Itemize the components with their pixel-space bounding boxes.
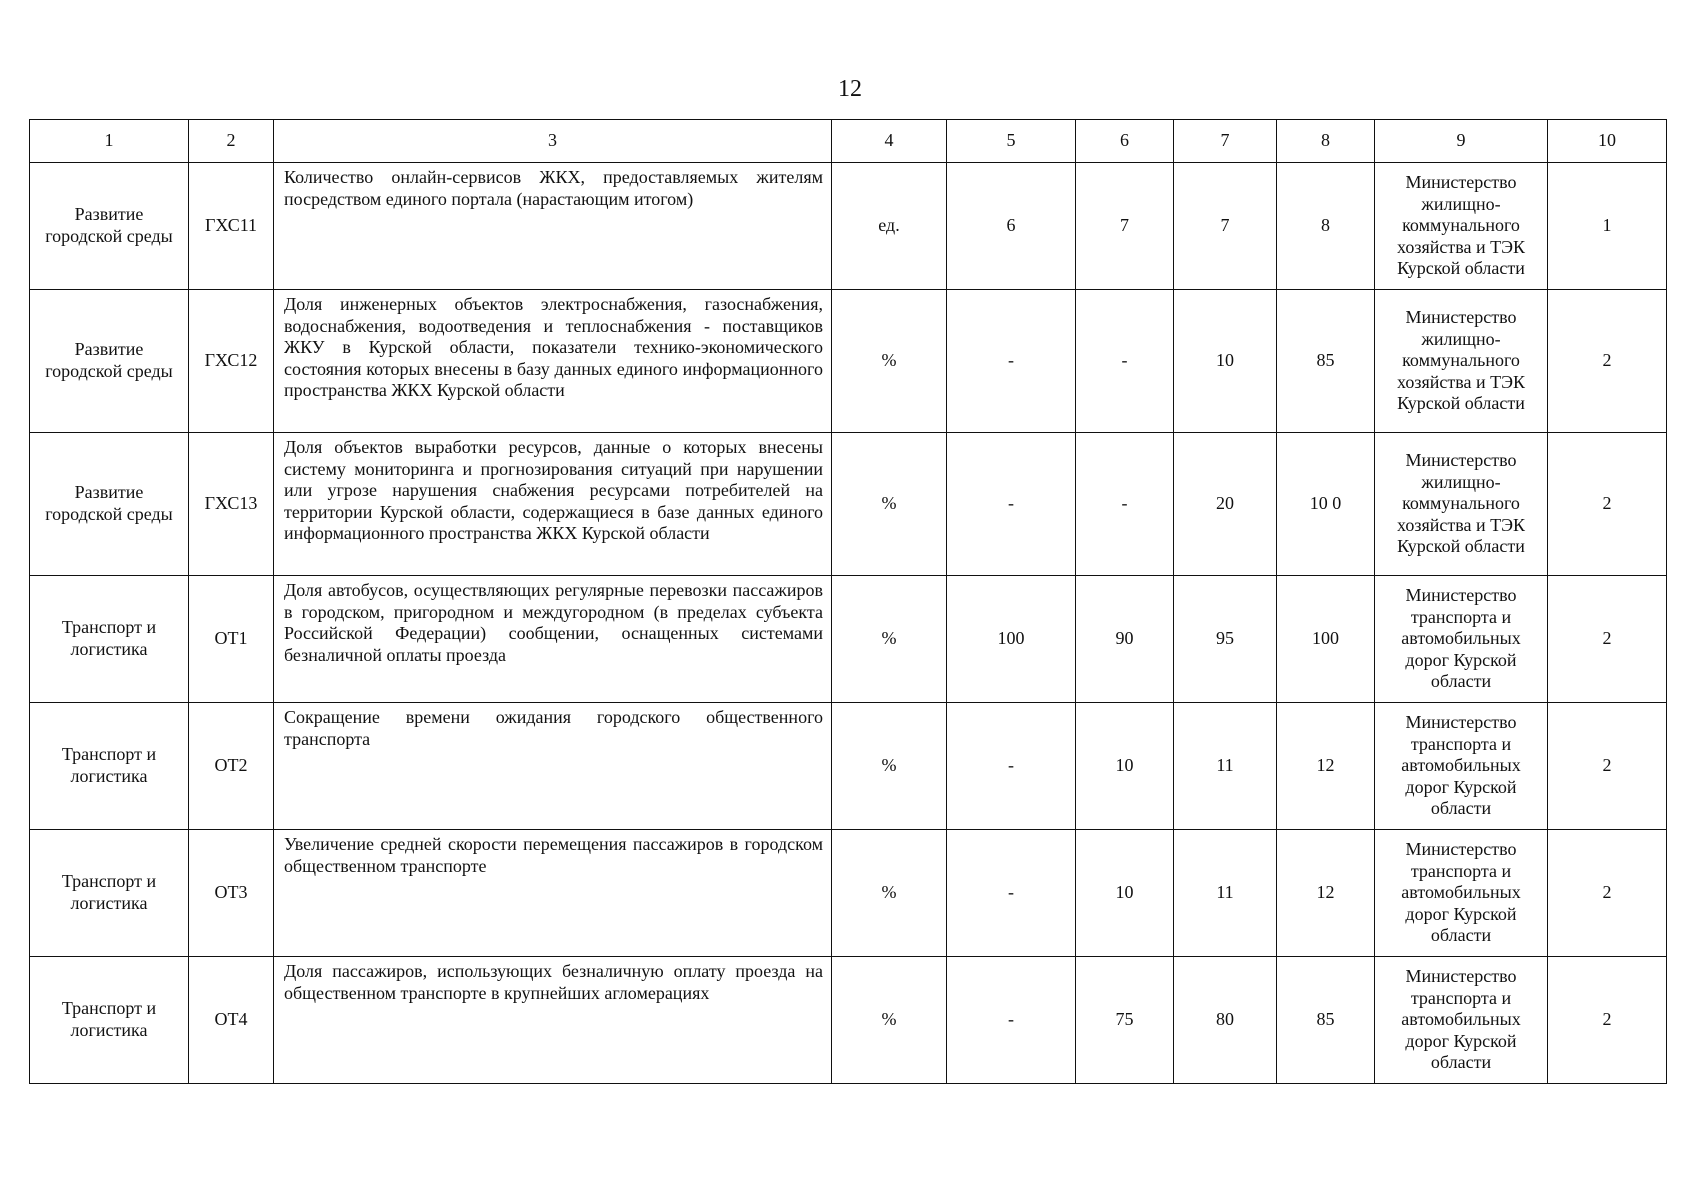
indicator-cell: Количество онлайн-сервисов ЖКХ, предоставляемых жителям посредством единого портала (нарастающим итогом) bbox=[274, 163, 832, 290]
value-cell: 7 bbox=[1174, 163, 1277, 290]
responsible-cell: Министерство жилищно-коммунального хозяйства и ТЭК Курской области bbox=[1375, 163, 1548, 290]
header-cell: 5 bbox=[947, 120, 1076, 163]
value-cell: - bbox=[947, 290, 1076, 433]
area-cell: Развитие городской среды bbox=[30, 433, 189, 576]
code-cell: ГХС12 bbox=[189, 290, 274, 433]
value-cell: 80 bbox=[1174, 957, 1277, 1084]
indicator-cell: Доля объектов выработки ресурсов, данные о которых внесены систему мониторинга и прогнозирования ситуаций при нарушении или угрозе нарушения снабжения ресурсами потребителей на территории Курской области, содержащиеся в базе данных единого информационного пространства ЖКХ Курской области bbox=[274, 433, 832, 576]
indicator-cell: Сокращение времени ожидания городского общественного транспорта bbox=[274, 703, 832, 830]
header-cell: 3 bbox=[274, 120, 832, 163]
value-cell: 12 bbox=[1277, 703, 1375, 830]
header-row bbox=[30, 120, 1667, 163]
table-row bbox=[30, 957, 1667, 1084]
value-cell: 2 bbox=[1548, 703, 1667, 830]
area-cell: Транспорт и логистика bbox=[30, 703, 189, 830]
code-cell: ГХС13 bbox=[189, 433, 274, 576]
value-cell: 10 0 bbox=[1277, 433, 1375, 576]
responsible-cell: Министерство транспорта и автомобильных дорог Курской области bbox=[1375, 830, 1548, 957]
table-row bbox=[30, 703, 1667, 830]
value-cell: 11 bbox=[1174, 830, 1277, 957]
value-cell: 90 bbox=[1076, 576, 1174, 703]
header-cell: 7 bbox=[1174, 120, 1277, 163]
area-cell: Развитие городской среды bbox=[30, 290, 189, 433]
responsible-cell: Министерство транспорта и автомобильных дорог Курской области bbox=[1375, 576, 1548, 703]
unit-cell: % bbox=[832, 703, 947, 830]
value-cell: 85 bbox=[1277, 957, 1375, 1084]
table-row bbox=[30, 163, 1667, 290]
table-row bbox=[30, 576, 1667, 703]
value-cell: - bbox=[947, 703, 1076, 830]
table-row bbox=[30, 433, 1667, 576]
indicator-cell: Доля пассажиров, использующих безналичную оплату проезда на общественном транспорте в крупнейших агломерациях bbox=[274, 957, 832, 1084]
value-cell: 85 bbox=[1277, 290, 1375, 433]
indicator-cell: Доля инженерных объектов электроснабжения, газоснабжения, водоснабжения, водоотведения и теплоснабжения - поставщиков ЖКУ в Курской области, показатели технико-экономического состояния которых внесены в базу данных единого информационного пространства ЖКХ Курской области bbox=[274, 290, 832, 433]
value-cell: 20 bbox=[1174, 433, 1277, 576]
value-cell: - bbox=[947, 830, 1076, 957]
responsible-cell: Министерство жилищно-коммунального хозяйства и ТЭК Курской области bbox=[1375, 290, 1548, 433]
area-cell: Транспорт и логистика bbox=[30, 957, 189, 1084]
header-cell: 9 bbox=[1375, 120, 1548, 163]
value-cell: - bbox=[947, 957, 1076, 1084]
value-cell: 95 bbox=[1174, 576, 1277, 703]
header-cell: 2 bbox=[189, 120, 274, 163]
header-cell: 6 bbox=[1076, 120, 1174, 163]
page-number: 12 bbox=[838, 76, 862, 102]
value-cell: - bbox=[947, 433, 1076, 576]
value-cell: - bbox=[1076, 433, 1174, 576]
value-cell: 75 bbox=[1076, 957, 1174, 1084]
code-cell: ОТ2 bbox=[189, 703, 274, 830]
header-cell: 10 bbox=[1548, 120, 1667, 163]
value-cell: 1 bbox=[1548, 163, 1667, 290]
unit-cell: % bbox=[832, 433, 947, 576]
unit-cell: % bbox=[832, 290, 947, 433]
header-cell: 1 bbox=[30, 120, 189, 163]
responsible-cell: Министерство транспорта и автомобильных дорог Курской области bbox=[1375, 703, 1548, 830]
responsible-cell: Министерство жилищно-коммунального хозяйства и ТЭК Курской области bbox=[1375, 433, 1548, 576]
table-row bbox=[30, 290, 1667, 433]
value-cell: 2 bbox=[1548, 830, 1667, 957]
table-row bbox=[30, 830, 1667, 957]
value-cell: 2 bbox=[1548, 290, 1667, 433]
area-cell: Развитие городской среды bbox=[30, 163, 189, 290]
value-cell: 7 bbox=[1076, 163, 1174, 290]
value-cell: 10 bbox=[1076, 703, 1174, 830]
unit-cell: % bbox=[832, 576, 947, 703]
value-cell: 2 bbox=[1548, 433, 1667, 576]
value-cell: 12 bbox=[1277, 830, 1375, 957]
indicator-cell: Доля автобусов, осуществляющих регулярные перевозки пассажиров в городском, пригородном и междугородном (в пределах субъекта Российской Федерации) сообщении, оснащенных системами безналичной оплаты проезда bbox=[274, 576, 832, 703]
unit-cell: % bbox=[832, 957, 947, 1084]
unit-cell: ед. bbox=[832, 163, 947, 290]
indicators-table bbox=[29, 119, 1667, 1084]
value-cell: - bbox=[1076, 290, 1174, 433]
value-cell: 8 bbox=[1277, 163, 1375, 290]
code-cell: ОТ4 bbox=[189, 957, 274, 1084]
value-cell: 2 bbox=[1548, 576, 1667, 703]
indicator-cell: Увеличение средней скорости перемещения пассажиров в городском общественном транспорте bbox=[274, 830, 832, 957]
value-cell: 2 bbox=[1548, 957, 1667, 1084]
code-cell: ОТ1 bbox=[189, 576, 274, 703]
area-cell: Транспорт и логистика bbox=[30, 576, 189, 703]
unit-cell: % bbox=[832, 830, 947, 957]
value-cell: 10 bbox=[1076, 830, 1174, 957]
code-cell: ОТ3 bbox=[189, 830, 274, 957]
responsible-cell: Министерство транспорта и автомобильных дорог Курской области bbox=[1375, 957, 1548, 1084]
value-cell: 10 bbox=[1174, 290, 1277, 433]
code-cell: ГХС11 bbox=[189, 163, 274, 290]
header-cell: 8 bbox=[1277, 120, 1375, 163]
area-cell: Транспорт и логистика bbox=[30, 830, 189, 957]
value-cell: 100 bbox=[947, 576, 1076, 703]
value-cell: 6 bbox=[947, 163, 1076, 290]
header-cell: 4 bbox=[832, 120, 947, 163]
value-cell: 11 bbox=[1174, 703, 1277, 830]
value-cell: 100 bbox=[1277, 576, 1375, 703]
